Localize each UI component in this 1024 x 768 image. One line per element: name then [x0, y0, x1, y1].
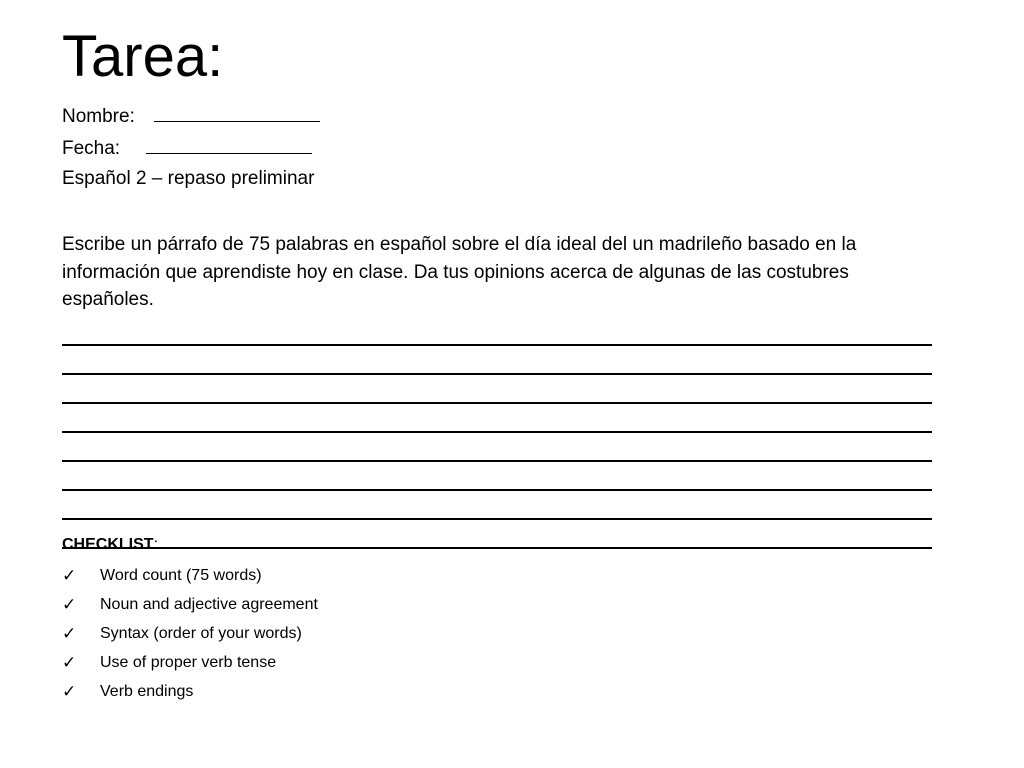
checklist-heading-colon: :	[153, 536, 159, 553]
page-title: Tarea:	[62, 24, 224, 89]
answer-line[interactable]	[62, 433, 932, 462]
answer-line[interactable]	[62, 491, 932, 520]
checklist-item	[62, 648, 318, 677]
checklist-item-label: Verb endings	[100, 682, 194, 700]
answer-line[interactable]	[62, 404, 932, 433]
date-field-row	[62, 135, 312, 161]
answer-line[interactable]	[62, 346, 932, 375]
name-field-row	[62, 103, 320, 129]
checklist-item	[62, 677, 318, 706]
answer-line[interactable]	[62, 462, 932, 491]
checklist-heading	[62, 535, 158, 555]
course-subtitle: Español 2 – repaso preliminar	[62, 168, 315, 189]
checklist-item	[62, 620, 318, 649]
date-blank-line[interactable]	[146, 135, 312, 154]
checklist-item-label: Syntax (order of your words)	[100, 624, 302, 642]
check-icon: ✓	[62, 595, 77, 615]
name-label: Nombre:	[62, 106, 135, 127]
checklist-item-label: Word count (75 words)	[100, 567, 262, 585]
check-icon: ✓	[62, 623, 77, 643]
instructions-paragraph: Escribe un párrafo de 75 palabras en español sobre el día ideal del un madrileño basado en la información que aprendiste hoy en clase. Da tus opinions acerca de algunas de las costubres españoles.	[62, 234, 857, 310]
answer-line[interactable]	[62, 520, 932, 549]
answer-line[interactable]	[62, 375, 932, 404]
check-icon: ✓	[62, 681, 77, 701]
check-icon: ✓	[62, 652, 77, 672]
answer-lines	[62, 344, 932, 549]
check-icon: ✓	[62, 566, 77, 586]
checklist-item	[62, 562, 318, 591]
checklist-item	[62, 591, 318, 620]
checklist-heading-label: CHECKLIST	[62, 536, 154, 553]
checklist	[62, 562, 318, 706]
name-blank-line[interactable]	[154, 103, 320, 122]
date-label: Fecha:	[62, 138, 121, 159]
checklist-item-label: Use of proper verb tense	[100, 653, 277, 671]
checklist-item-label: Noun and adjective agreement	[100, 596, 318, 614]
